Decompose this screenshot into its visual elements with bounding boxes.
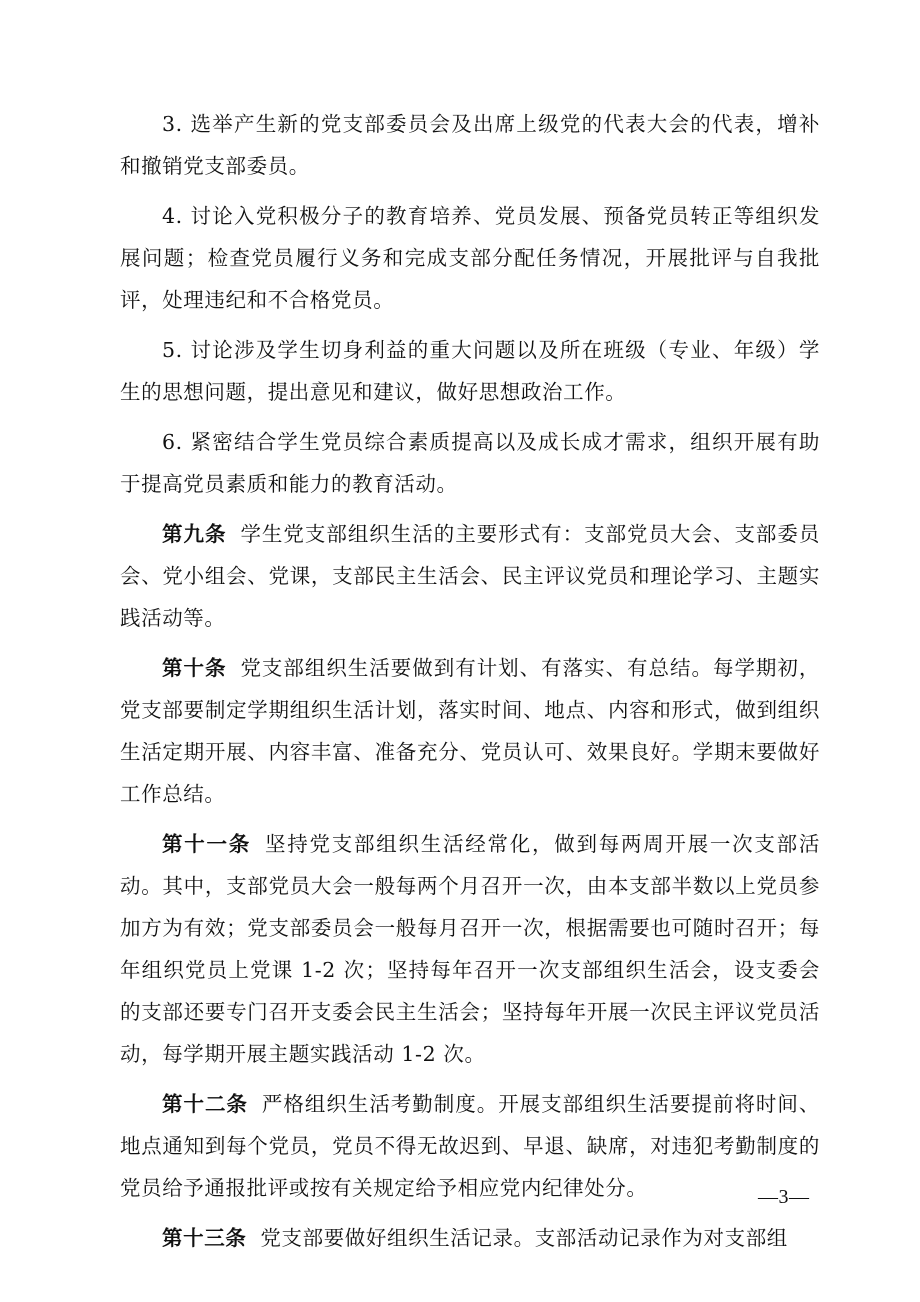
article-11-text: 坚持党支部组织生活经常化，做到每两周开展一次支部活动。其中，支部党员大会一般每两个月召开一次，由本支部半数以上党员参加方为有效；党支部委员会一般每月召开一次，根据需要也可随时召开；每年组织党员上党课 1-2 次；坚持每年召开一次支部组织生活会，设支委会的支部还要专门召开支委会民主生活会；坚持每年开展一次民主评议党员活动，每学期开展主题实践活动 1-2 次。	[120, 832, 821, 1066]
article-12-text: 严格组织生活考勤制度。开展支部组织生活要提前将时间、地点通知到每个党员，党员不得无故迟到、早退、缺席，对违犯考勤制度的党员给予通报批评或按有关规定给予相应党内纪律处分。	[120, 1092, 820, 1200]
article-12	[120, 1083, 820, 1209]
article-9-text: 学生党支部组织生活的主要形式有：支部党员大会、支部委员会、党小组会、党课，支部民主生活会、民主评议党员和理论学习、主题实践活动等。	[120, 522, 820, 630]
article-13	[120, 1217, 820, 1259]
list-item-4: 4. 讨论入党积极分子的教育培养、党员发展、预备党员转正等组织发展问题；检查党员履行义务和完成支部分配任务情况，开展批评与自我批评，处理违纪和不合格党员。	[120, 204, 820, 312]
article-13-title: 第十三条	[162, 1226, 247, 1250]
article-11-title: 第十一条	[162, 832, 251, 856]
list-item-3: 3. 选举产生新的党支部委员会及出席上级党的代表大会的代表，增补和撤销党支部委员。	[120, 112, 820, 178]
article-10-title: 第十条	[162, 656, 227, 680]
article-9-title: 第九条	[162, 522, 227, 546]
article-12-title: 第十二条	[162, 1092, 248, 1116]
article-11	[120, 823, 820, 1075]
list-item-6: 6. 紧密结合学生党员综合素质提高以及成长成才需求，组织开展有助于提高党员素质和能力的教育活动。	[120, 430, 820, 496]
page-number: —3—	[758, 1186, 810, 1208]
article-10-text: 党支部组织生活要做到有计划、有落实、有总结。每学期初，党支部要制定学期组织生活计划，落实时间、地点、内容和形式，做到组织生活定期开展、内容丰富、准备充分、党员认可、效果良好。学期末要做好工作总结。	[120, 656, 820, 806]
document-body	[120, 103, 820, 1267]
list-item-5: 5. 讨论涉及学生切身利益的重大问题以及所在班级（专业、年级）学生的思想问题，提出意见和建议，做好思想政治工作。	[120, 338, 820, 404]
article-9	[120, 513, 820, 639]
article-10	[120, 647, 820, 815]
article-13-text: 党支部要做好组织生活记录。支部活动记录作为对支部组	[260, 1226, 788, 1250]
